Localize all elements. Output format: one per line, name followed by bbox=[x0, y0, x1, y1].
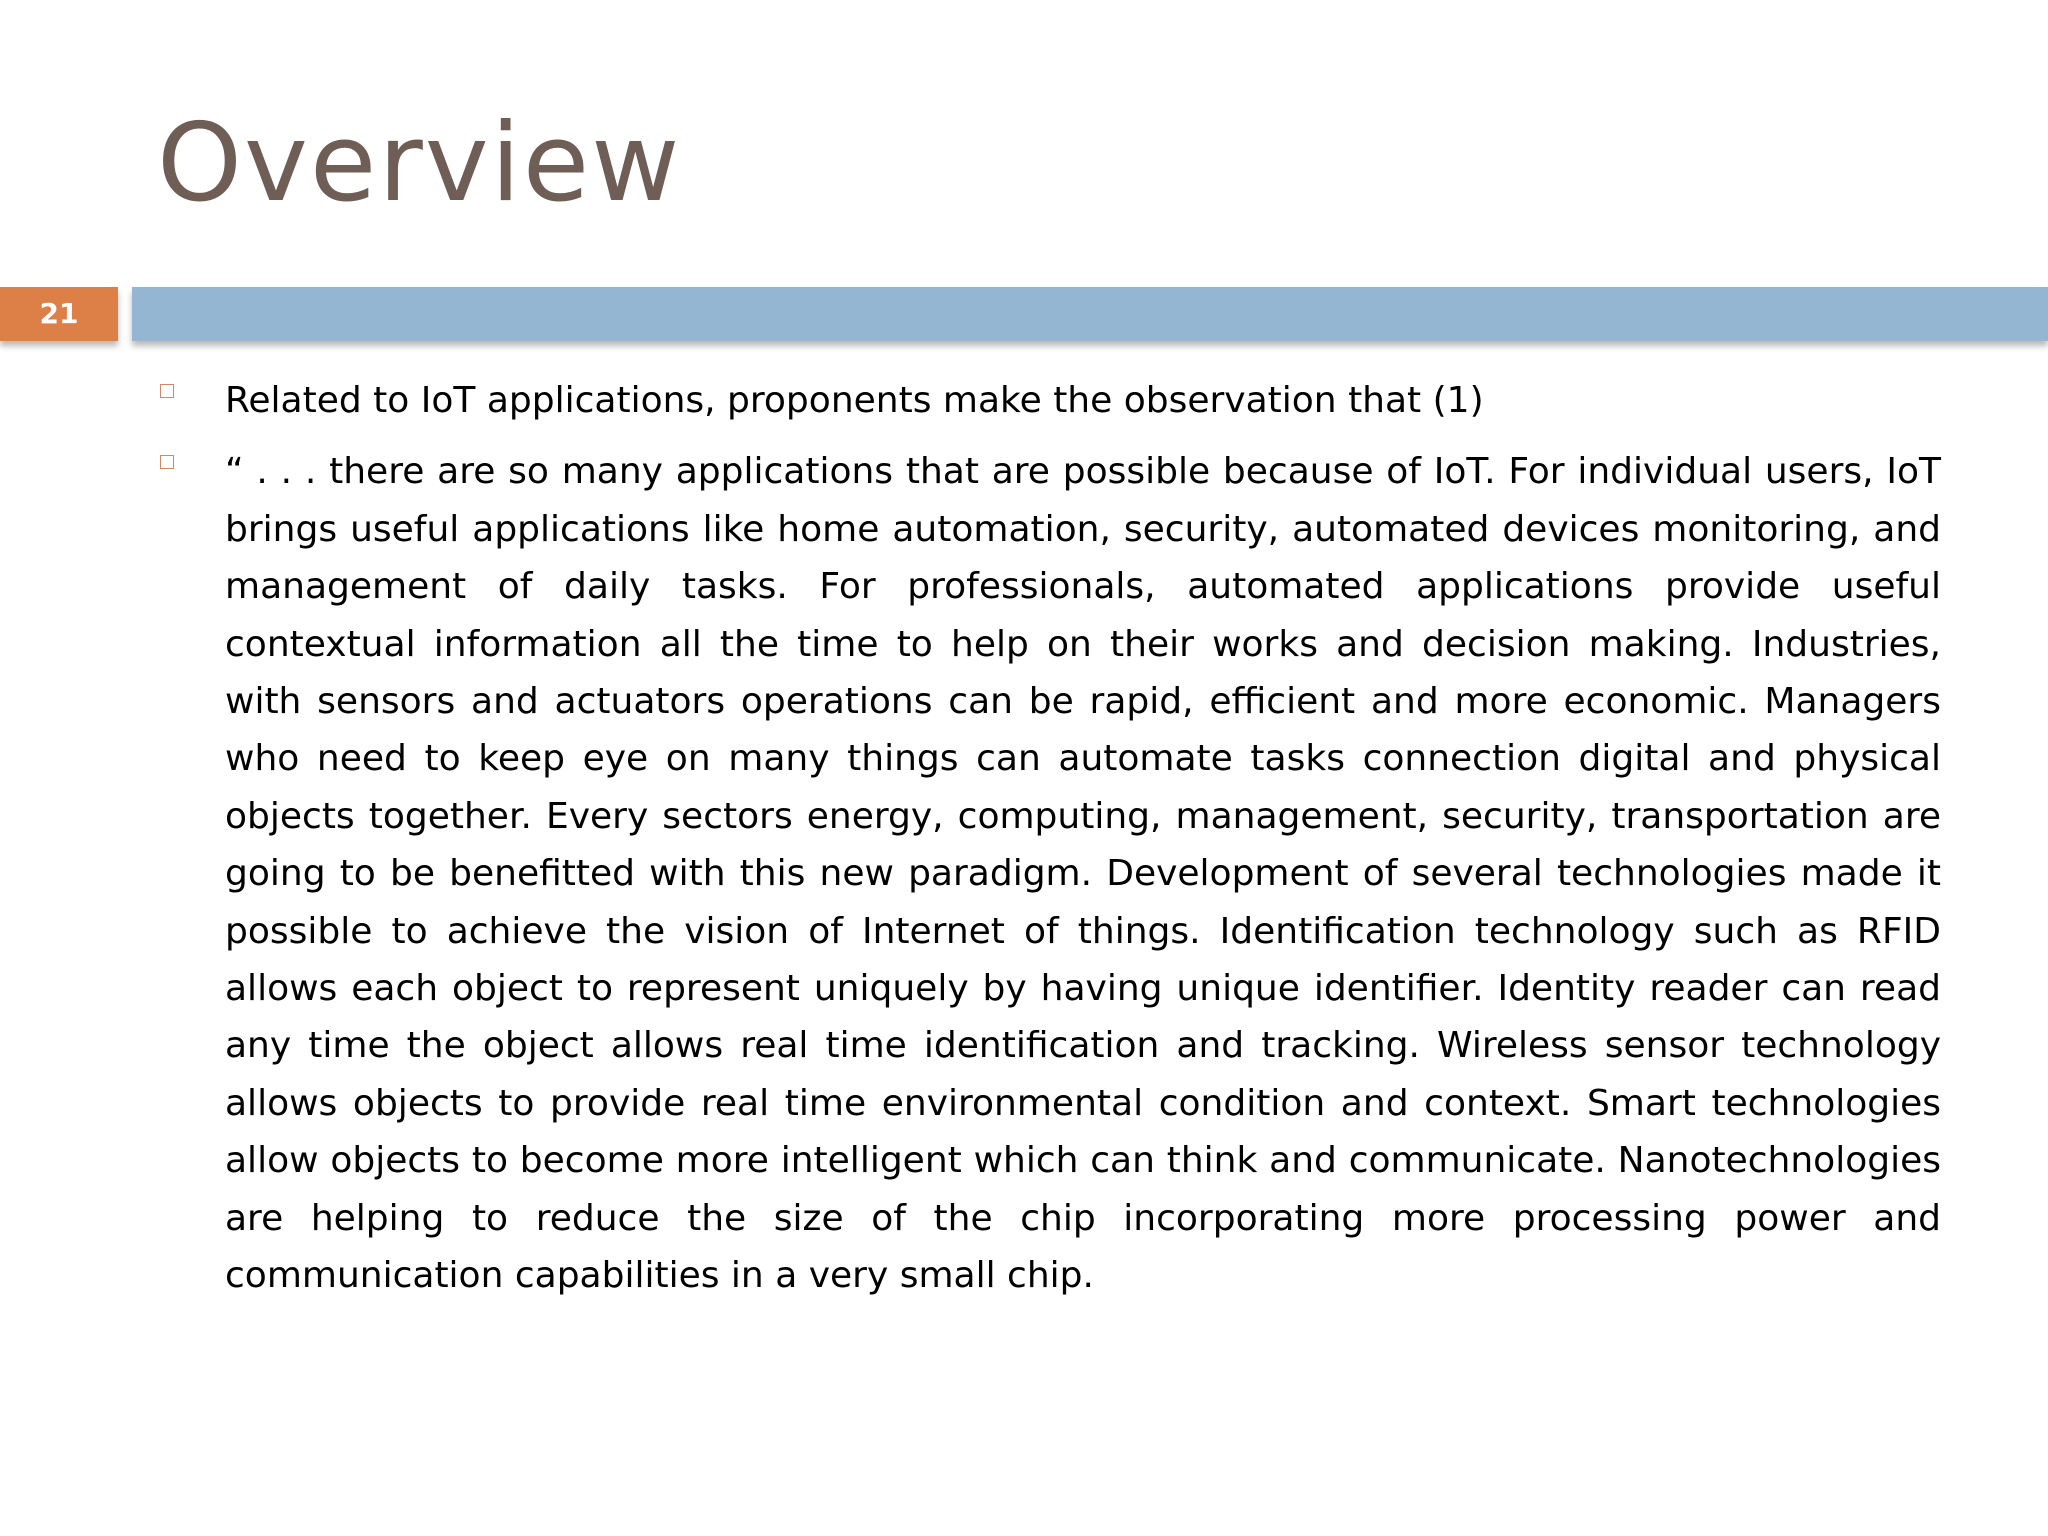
square-bullet-icon bbox=[160, 384, 174, 398]
bullet-item-1 bbox=[157, 372, 1941, 429]
bullet-text: “ . . . there are so many applications that are possible because of IoT. For individual users, IoT brings useful applications like home automation, security, automated devices monitoring, and management of daily tasks. For professionals, automated applications provide useful contextual information all the time to help on their works and decision making. Industries, with sensors and actuators operations can be rapid, efficient and more economic. Managers who need to keep eye on many things can automate tasks connection digital and physical objects together. Every sectors energy, computing, management, security, transportation are going to be benefitted with this new paradigm. Development of several technologies made it possible to achieve the vision of Internet of things. Identification technology such as RFID allows each object to represent uniquely by having unique identifier. Identity reader can read any time the object allows real time identification and tracking. Wireless sensor technology allows objects to provide real time environmental condition and context. Smart technologies allow objects to become more intelligent which can think and communicate. Nanotechnologies are helping to reduce the size of the chip incorporating more processing power and communication capabilities in a very small chip. bbox=[225, 451, 1941, 1297]
header-accent-bar bbox=[132, 287, 2048, 341]
square-bullet-icon bbox=[160, 455, 174, 469]
slide-number-badge: 21 bbox=[0, 287, 118, 341]
slide-title: Overview bbox=[157, 101, 682, 226]
bullet-text: Related to IoT applications, proponents make the observation that (1) bbox=[225, 380, 1484, 421]
bullet-list bbox=[157, 372, 1941, 1319]
bullet-item-2 bbox=[157, 443, 1941, 1304]
